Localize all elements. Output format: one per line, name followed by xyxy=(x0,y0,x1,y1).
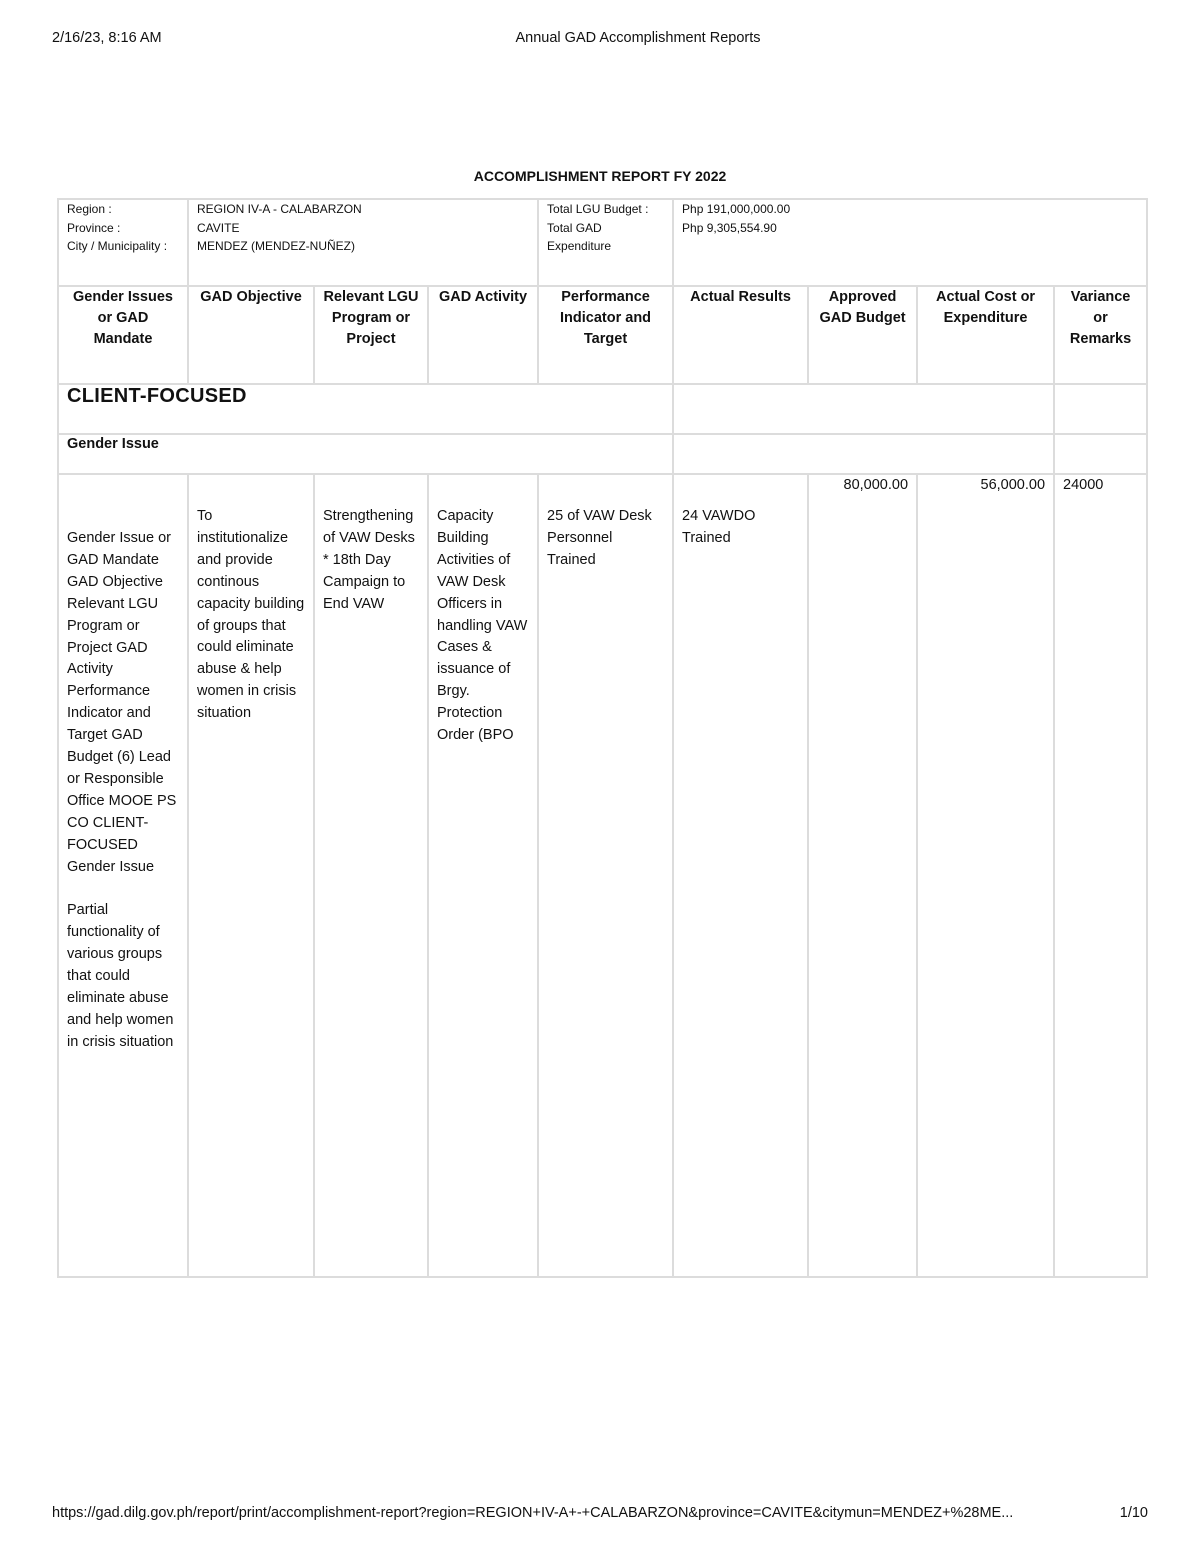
section-title-cell xyxy=(58,384,673,434)
program-text: Strengthening of VAW Desks * 18th Day Campaign to End VAW xyxy=(323,508,415,612)
province-value: CAVITE xyxy=(197,220,240,235)
col-gender-issue: Gender Issues or GAD Mandate xyxy=(58,286,188,384)
total-gad-label: Total GAD xyxy=(547,220,602,235)
total-lgu-budget-label: Total LGU Budget : xyxy=(547,202,649,216)
col-performance-indicator: Performance Indicator and Target xyxy=(538,286,673,384)
print-header xyxy=(52,30,1148,50)
column-header-row xyxy=(58,286,1147,384)
cell-actual-cost xyxy=(917,474,1054,1277)
info-values xyxy=(188,199,538,286)
subsection-title-cell xyxy=(58,434,673,474)
cell-performance-indicator xyxy=(538,474,673,1277)
col-actual-results: Actual Results xyxy=(673,286,808,384)
report-title: ACCOMPLISHMENT REPORT FY 2022 xyxy=(473,168,727,184)
gad-objective-text: To institutionalize and provide continous capacity building of groups that could eliminate abuse & help women in crisis situation xyxy=(197,508,305,722)
subsection-empty-cell xyxy=(673,434,1054,474)
city-value: MENDEZ (MENDEZ-NUÑEZ) xyxy=(197,239,355,253)
province-label: Province : xyxy=(67,220,121,235)
section-title: CLIENT-FOCUSED xyxy=(67,385,247,407)
total-gad-expenditure-value: Php 9,305,554.90 xyxy=(682,220,777,235)
region-label: Region : xyxy=(67,202,112,216)
budget-labels xyxy=(538,199,673,286)
cell-approved-budget xyxy=(808,474,917,1277)
cell-gender-issue xyxy=(58,474,188,1277)
subsection-empty-cell-end xyxy=(1054,434,1147,474)
performance-indicator-text: 25 of VAW Desk Personnel Trained xyxy=(547,508,652,568)
subsection-row xyxy=(58,434,1147,474)
cell-variance xyxy=(1054,474,1147,1277)
city-label: City / Municipality : xyxy=(67,239,168,253)
page-number: 1/10 xyxy=(1119,1505,1148,1521)
actual-cost-value: 56,000.00 xyxy=(980,477,1046,493)
section-empty-cell xyxy=(673,384,1054,434)
info-labels xyxy=(58,199,188,286)
print-page-title: Annual GAD Accomplishment Reports xyxy=(515,30,761,46)
subsection-title: Gender Issue xyxy=(67,436,159,452)
budget-values xyxy=(673,199,1147,286)
print-url: https://gad.dilg.gov.ph/report/print/accomplishment-report?region=REGION+IV-A+-+CALABARZON&province=CAVITE&citymun=MENDEZ+%28ME... xyxy=(52,1505,1014,1521)
cell-program xyxy=(314,474,428,1277)
variance-value: 24000 xyxy=(1063,477,1104,493)
section-row xyxy=(58,384,1147,434)
cell-gad-activity xyxy=(428,474,538,1277)
total-lgu-budget-value: Php 191,000,000.00 xyxy=(682,202,791,216)
approved-budget-value: 80,000.00 xyxy=(843,477,909,493)
region-value: REGION IV-A - CALABARZON xyxy=(197,202,362,216)
gender-issue-text: Gender Issue or GAD Mandate GAD Objective Relevant LGU Program or Project GAD Activity Performance Indicator and Target GAD Budget (6) Lead or Responsible Office MOOE PS CO CLIENT-FOCUSED Gender Issue Partial functionality of various groups that could eliminate abuse and help women in crisis situation xyxy=(67,530,177,1050)
col-program: Relevant LGU Program or Project xyxy=(314,286,428,384)
print-footer xyxy=(52,1505,1148,1525)
cell-gad-objective xyxy=(188,474,314,1277)
gad-activity-text: Capacity Building Activities of VAW Desk Officers in handling VAW Cases & issuance of Brgy. Protection Order (BPO xyxy=(437,508,528,744)
col-actual-cost: Actual Cost or Expenditure xyxy=(917,286,1054,384)
cell-actual-results xyxy=(673,474,808,1277)
report-info-row xyxy=(58,199,1147,286)
col-gad-objective: GAD Objective xyxy=(188,286,314,384)
section-empty-cell-end xyxy=(1054,384,1147,434)
col-approved-budget: Approved GAD Budget xyxy=(808,286,917,384)
col-gad-activity: GAD Activity xyxy=(428,286,538,384)
table-row xyxy=(58,474,1147,1277)
actual-results-text: 24 VAWDO Trained xyxy=(682,508,756,546)
expenditure-label: Expenditure xyxy=(547,239,612,253)
print-datetime: 2/16/23, 8:16 AM xyxy=(52,30,162,46)
accomplishment-table xyxy=(57,198,1148,1278)
col-variance: Variance or Remarks xyxy=(1054,286,1147,384)
